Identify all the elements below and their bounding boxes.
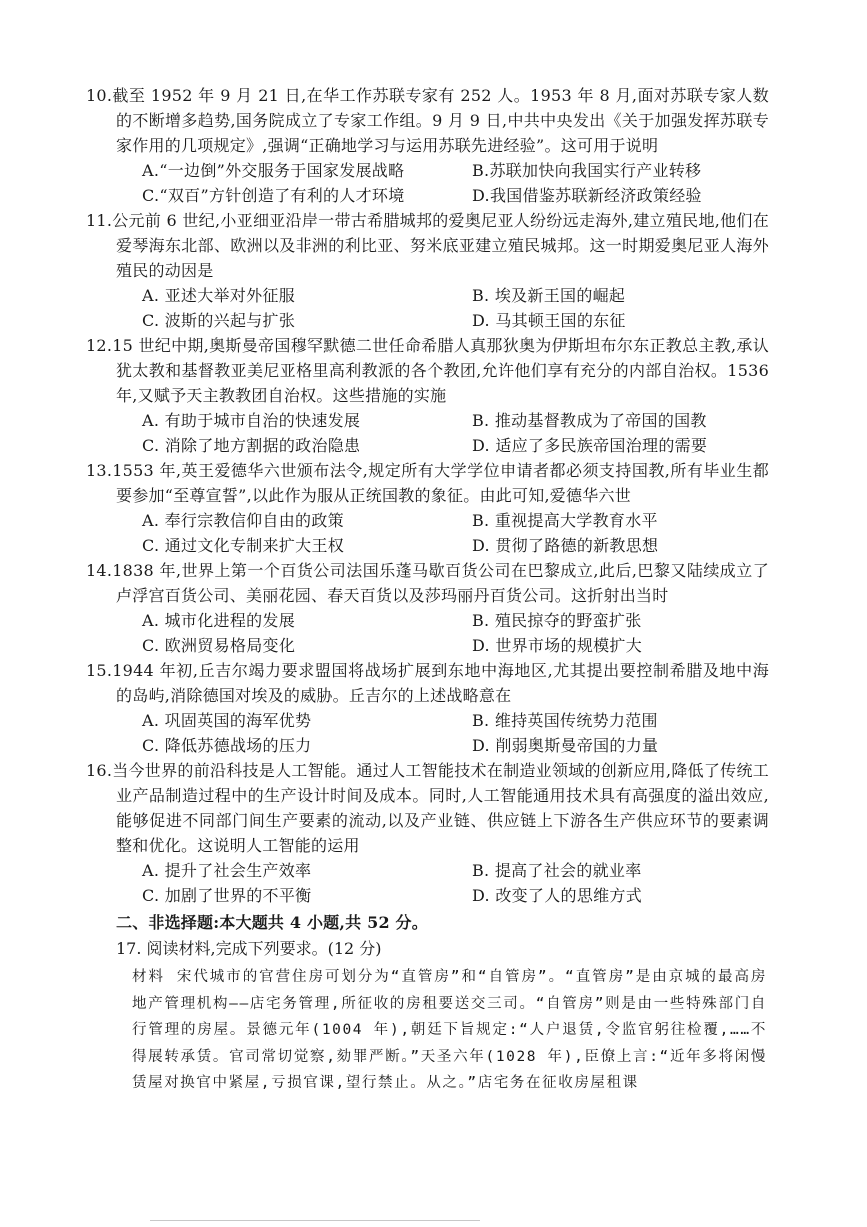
option-c[interactable]: C. 降低苏德战场的压力 [142, 736, 312, 755]
option-a[interactable]: A. 城市化进程的发展 [142, 611, 296, 630]
option-d[interactable]: D. 马其顿王国的东征 [472, 311, 626, 330]
question-number: 11. [86, 211, 113, 230]
material-label: 材料 [132, 969, 165, 985]
option-d[interactable]: D.我国借鉴苏联新经济政策经验 [472, 186, 702, 205]
option-c[interactable]: C. 通过文化专制来扩大王权 [142, 536, 345, 555]
options [0, 608, 867, 658]
option-d[interactable]: D. 改变了人的思维方式 [472, 886, 643, 905]
question-text: 公元前 6 世纪,小亚细亚沿岸一带古希腊城邦的爱奥尼亚人纷纷远走海外,建立殖民地,他们在爱琴海东北部、欧洲以及非洲的利比亚、努米底亚建立殖民城邦。这一时期爱奥尼亚人海外殖民的动因是 [112, 211, 769, 280]
option-a[interactable]: A. 巩固英国的海军优势 [142, 711, 312, 730]
question-number: 12. [86, 336, 113, 355]
options [0, 708, 867, 758]
option-a[interactable]: A. 提升了社会生产效率 [142, 861, 312, 880]
question-11 [0, 208, 867, 333]
question-text: 截至 1952 年 9 月 21 日,在华工作苏联专家有 252 人。1953 年 8 月,面对苏联专家人数的不断增多趋势,国务院成立了专家工作组。9 月 9 日,中共中央发出《关于加强发挥苏联专家作用的几项规定》,强调“正确地学习与运用苏联先进经验”。这可用于说明 [112, 86, 769, 155]
question-10 [0, 83, 867, 208]
question-stem [86, 558, 769, 608]
section-heading: 二、非选择题:本大题共 4 小题,共 52 分。 [116, 913, 428, 932]
question-17-title: 17. 阅读材料,完成下列要求。(12 分) [116, 939, 382, 958]
option-b[interactable]: B. 推动基督教成为了帝国的国教 [472, 411, 707, 430]
option-d[interactable]: D. 贯彻了路德的新教思想 [472, 536, 659, 555]
option-c[interactable]: C. 加剧了世界的不平衡 [142, 886, 312, 905]
option-d[interactable]: D. 适应了多民族帝国治理的需要 [472, 436, 708, 455]
question-17 [0, 936, 867, 1097]
question-text: 1944 年初,丘吉尔竭力要求盟国将战场扩展到东地中海地区,尤其提出要控制希腊及地中海的岛屿,消除德国对埃及的威胁。丘吉尔的上述战略意在 [112, 661, 769, 705]
question-text: 当今世界的前沿科技是人工智能。通过人工智能技术在制造业领域的创新应用,降低了传统工业产品制造过程中的生产设计时间及成本。同时,人工智能通用技术具有高强度的溢出效应,能够促进不同部门间生产要素的流动,以及产业链、供应链上下游各生产供应环节的要素调整和优化。这说明人工智能的运用 [112, 761, 769, 855]
question-text: 1838 年,世界上第一个百货公司法国乐蓬马歇百货公司在巴黎成立,此后,巴黎又陆续成立了卢浮宫百货公司、美丽花园、春天百货以及莎玛丽丹百货公司。这折射出当时 [112, 561, 769, 605]
options [0, 283, 867, 333]
option-b[interactable]: B. 埃及新王国的崛起 [472, 286, 626, 305]
option-b[interactable]: B. 维持英国传统势力范围 [472, 711, 658, 730]
option-c[interactable]: C. 波斯的兴起与扩张 [142, 311, 296, 330]
options [0, 858, 867, 908]
material-passage [132, 964, 767, 1097]
question-stem [86, 758, 769, 858]
options [0, 508, 867, 558]
question-13 [0, 458, 867, 558]
option-b[interactable]: B. 重视提高大学教育水平 [472, 511, 658, 530]
question-text: 15 世纪中期,奥斯曼帝国穆罕默德二世任命希腊人真那狄奥为伊斯坦布尔东正教总主教,承认犹太教和基督教亚美尼亚格里高利教派的各个教团,允许他们享有充分的内部自治权。1536 年,又赋予天主教教团自治权。这些措施的实施 [112, 336, 769, 405]
question-number: 14. [86, 561, 113, 580]
question-text: 1553 年,英王爱德华六世颁布法令,规定所有大学学位申请者都必须支持国教,所有毕业生都要参加“至尊宣誓”,以此作为服从正统国教的象征。由此可知,爱德华六世 [112, 461, 769, 505]
question-number: 15. [86, 661, 113, 680]
question-stem [86, 208, 769, 283]
option-d[interactable]: D. 削弱奥斯曼帝国的力量 [472, 736, 659, 755]
exam-content [0, 83, 867, 1097]
question-16 [0, 758, 867, 908]
question-12 [0, 333, 867, 458]
question-14 [0, 558, 867, 658]
question-number: 13. [86, 461, 113, 480]
option-c[interactable]: C. 消除了地方割据的政治隐患 [142, 436, 361, 455]
question-stem [86, 658, 769, 708]
option-c[interactable]: C.“双百”方针创造了有利的人才环境 [142, 186, 405, 205]
option-b[interactable]: B.苏联加快向我国实行产业转移 [472, 161, 702, 180]
material-text: 宋代城市的官营住房可划分为“直管房”和“自管房”。“直管房”是由京城的最高房地产管理机构——店宅务管理,所征收的房租要送交三司。“自管房”则是由一些特殊部门自行管理的房屋。景德元年(1004 年),朝廷下旨规定:“人户退赁,令监官躬往检覆,……不得展转承赁。官司常切觉察,劾罪严断。”天圣六年(1028 年),臣僚上言:“近年多将闲慢赁屋对换官中紧屋,亏损官课,望行禁止。从之。”店宅务在征收房屋租课 [132, 969, 767, 1091]
options [0, 408, 867, 458]
question-15 [0, 658, 867, 758]
option-a[interactable]: A. 奉行宗教信仰自由的政策 [142, 511, 344, 530]
question-stem [86, 333, 769, 408]
option-a[interactable]: A.“一边倒”外交服务于国家发展战略 [142, 161, 405, 180]
option-d[interactable]: D. 世界市场的规模扩大 [472, 636, 643, 655]
option-b[interactable]: B. 殖民掠夺的野蛮扩张 [472, 611, 642, 630]
options [0, 158, 867, 208]
option-c[interactable]: C. 欧洲贸易格局变化 [142, 636, 296, 655]
question-stem [86, 83, 769, 158]
question-number: 16. [86, 761, 113, 780]
question-number: 10. [86, 86, 113, 105]
question-stem [86, 458, 769, 508]
option-a[interactable]: A. 亚述大举对外征服 [142, 286, 296, 305]
footer-divider [150, 1220, 480, 1221]
option-a[interactable]: A. 有助于城市自治的快速发展 [142, 411, 361, 430]
option-b[interactable]: B. 提高了社会的就业率 [472, 861, 642, 880]
